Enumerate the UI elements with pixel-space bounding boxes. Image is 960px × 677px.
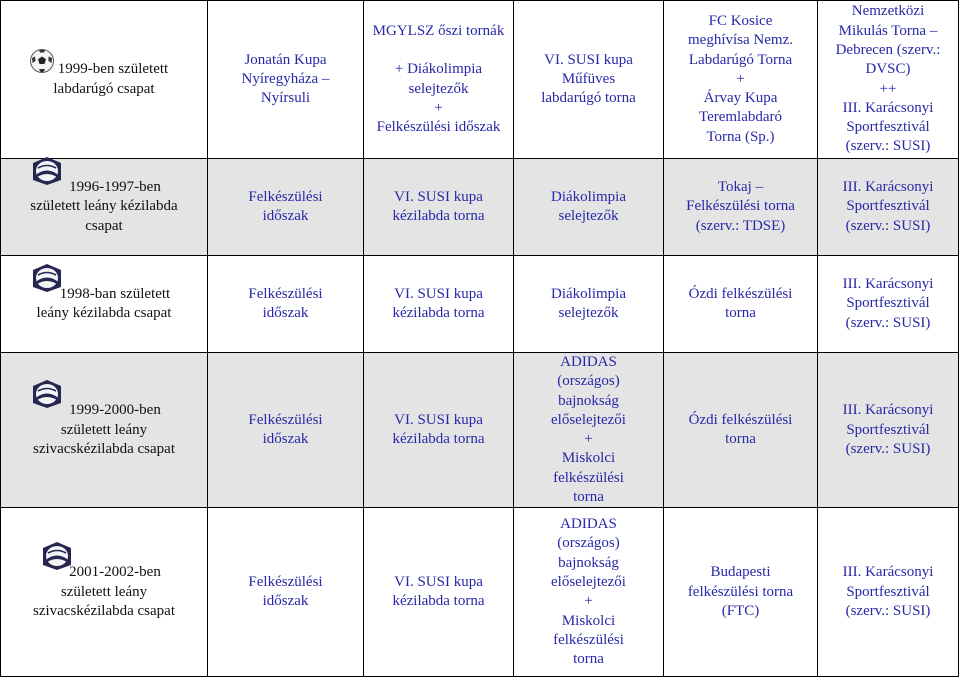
event-text-line: labdarúgó torna (541, 90, 636, 107)
event-text-line: (szerv.: TDSE) (695, 217, 786, 234)
event-cell (208, 256, 364, 353)
table-row (1, 353, 959, 508)
team-name-line: szivacskézilabda csapat (32, 440, 175, 457)
event-text-line: Miskolci (561, 612, 616, 629)
team-name-line: 1998-ban született (59, 285, 171, 302)
schedule-body (1, 1, 959, 677)
event-text-line: Sportfesztivál (846, 295, 930, 312)
event-text-line: + Diákolimpia (394, 61, 483, 78)
event-cell (514, 1, 664, 159)
event-cell (514, 159, 664, 256)
event-text-line: Jonatán Kupa (244, 51, 327, 68)
event-text-line: meghívísa Nemz. (688, 32, 793, 49)
event-text-line: + (736, 70, 745, 87)
event-cell (664, 353, 818, 508)
event-cell (818, 1, 959, 159)
event-text-line: Felkészülési (248, 285, 323, 302)
event-text-line: Felkészülési (248, 411, 323, 428)
event-text-line: időszak (262, 305, 309, 321)
event-text-line: felkészülési (553, 469, 624, 486)
soccer-ball-icon (29, 48, 55, 80)
event-text-line: III. Karácsonyi (842, 402, 934, 419)
team-label (4, 401, 204, 459)
event-text-line: Miskolci (561, 450, 616, 467)
handball-team-logo-icon (30, 156, 64, 192)
event-text-line: Árvay Kupa (703, 90, 778, 107)
event-text-line: III. Karácsonyi (842, 276, 934, 293)
event-text-line: torna (725, 305, 756, 321)
event-text-line: (szerv.: SUSI) (845, 314, 931, 331)
event-text-line: VI. SUSI kupa (394, 285, 483, 302)
event-text-line: III. Karácsonyi (842, 564, 934, 581)
event-text-line: kézilabda torna (392, 431, 485, 448)
table-row (1, 256, 959, 353)
event-text-line: + (434, 99, 443, 116)
team-label (4, 178, 204, 236)
event-text-line: időszak (262, 208, 309, 224)
event-text-line: III. Karácsonyi (842, 99, 934, 116)
event-text-line: kézilabda torna (392, 593, 485, 610)
event-cell (664, 508, 818, 677)
team-name-line: szivacskézilabda csapat (32, 603, 175, 620)
team-label (4, 563, 204, 621)
team-name-line: leány kézilabda csapat (36, 305, 172, 321)
event-text-line: időszak (262, 593, 309, 610)
event-text-line: Sportfesztivál (846, 421, 930, 438)
event-text-line: (szerv.: SUSI) (845, 217, 931, 234)
event-text-line: + (584, 431, 593, 448)
team-name-line: 1999-ben született (57, 61, 169, 78)
event-text-line: Nyírsuli (260, 90, 311, 107)
event-text-line: időszak (262, 431, 309, 448)
event-text-line: torna (573, 651, 604, 668)
event-text-line: Diákolimpia (551, 285, 626, 302)
event-text-line: (szerv.: SUSI) (845, 138, 931, 155)
event-text-line: felkészülési (553, 631, 624, 648)
event-cell (514, 508, 664, 677)
event-cell (364, 1, 514, 159)
team-name-line: született leány (60, 583, 148, 600)
team-name-cell (1, 508, 208, 677)
event-cell (208, 508, 364, 677)
event-cell (818, 159, 959, 256)
event-text-line: Ózdi felkészülési (688, 285, 793, 302)
event-text-line: VI. SUSI kupa (394, 574, 483, 591)
event-text-line: + (584, 593, 593, 610)
event-cell (208, 1, 364, 159)
event-text-line: selejtezők (558, 208, 619, 224)
team-name-line: 1996-1997-ben (69, 179, 161, 196)
event-text-line: Sportfesztivál (846, 119, 930, 136)
event-text-line: Műfüves (561, 70, 616, 87)
event-cell (208, 353, 364, 508)
handball-team-logo-icon (40, 541, 74, 577)
event-text-line: (FTC) (721, 603, 760, 620)
event-text-line: Felkészülési (248, 188, 323, 205)
team-name-line: született leány (60, 421, 148, 438)
event-text-line: Budapesti (710, 564, 771, 581)
event-text-line: VI. SUSI kupa (394, 188, 483, 205)
event-text-line: Nemzetközi (851, 3, 925, 20)
event-text-line: ADIDAS (560, 354, 617, 370)
event-text-line: III. Karácsonyi (842, 179, 934, 196)
team-name-cell (1, 353, 208, 508)
event-text-line: Labdarúgó Torna (688, 51, 793, 68)
event-text-line: ADIDAS (560, 516, 617, 533)
team-name-line: született leány kézilabda (30, 198, 178, 215)
event-cell (514, 256, 664, 353)
event-text-line: előselejtezői (551, 574, 626, 591)
event-cell (818, 353, 959, 508)
team-label (4, 285, 204, 324)
handball-team-logo-icon (30, 379, 64, 415)
event-text-line (367, 41, 510, 60)
table-row (1, 159, 959, 256)
event-text-line: Diákolimpia (551, 188, 626, 205)
event-cell (364, 353, 514, 508)
event-text-line: Debrecen (szerv.: (835, 41, 941, 58)
event-cell (364, 256, 514, 353)
event-text-line: torna (725, 431, 756, 448)
event-cell (818, 256, 959, 353)
event-text-line: (országos) (557, 535, 620, 552)
event-text-line: (országos) (557, 373, 620, 390)
table-row (1, 1, 959, 159)
event-text-line: VI. SUSI kupa (394, 411, 483, 428)
event-text-line: (szerv.: SUSI) (845, 603, 931, 620)
team-name-line: csapat (85, 217, 123, 234)
team-name-line: labdarúgó csapat (53, 80, 155, 97)
team-name-line: 1999-2000-ben (69, 402, 161, 419)
event-cell (664, 256, 818, 353)
event-text-line: selejtezők (558, 305, 619, 321)
team-name-line: 2001-2002-ben (69, 564, 161, 581)
event-text-line: kézilabda torna (392, 305, 485, 321)
event-text-line: MGYLSZ őszi tornák (372, 22, 505, 39)
event-text-line: Sportfesztivál (846, 198, 930, 215)
event-text-line: Teremlabdaró (698, 109, 783, 126)
event-cell (364, 508, 514, 677)
event-cell (664, 1, 818, 159)
event-cell (364, 159, 514, 256)
handball-team-logo-icon (30, 263, 64, 299)
event-text-line: Nyíregyháza – (241, 70, 330, 87)
team-name-cell (1, 159, 208, 256)
event-text-line: (szerv.: SUSI) (845, 440, 931, 457)
event-cell (208, 159, 364, 256)
event-text-line: felkészülési torna (687, 583, 794, 600)
event-text-line: Sportfesztivál (846, 583, 930, 600)
event-cell (514, 353, 664, 508)
event-text-line: előselejtezői (551, 411, 626, 428)
event-text-line: selejtezők (408, 80, 469, 97)
team-label (4, 60, 204, 99)
event-text-line: Mikulás Torna – (838, 22, 938, 39)
team-name-cell (1, 1, 208, 159)
event-text-line: kézilabda torna (392, 208, 485, 224)
event-cell (664, 159, 818, 256)
event-text-line: torna (573, 489, 604, 506)
event-text-line: DVSC) (865, 61, 911, 78)
event-text-line: VI. SUSI kupa (544, 51, 633, 68)
event-text-line: bajnokság (558, 554, 619, 571)
event-text-line: Tokaj – (717, 179, 764, 196)
event-cell (818, 508, 959, 677)
table-row (1, 508, 959, 677)
event-text-line: Ózdi felkészülési (688, 411, 793, 428)
event-text-line: Felkészülési (248, 574, 323, 591)
event-text-line: FC Kosice (708, 12, 773, 29)
event-text-line: bajnokság (558, 392, 619, 409)
event-text-line: Felkészülési torna (686, 198, 795, 215)
event-text-line: Felkészülési időszak (376, 119, 501, 136)
team-name-cell (1, 256, 208, 353)
event-text-line: ++ (879, 80, 897, 97)
event-text-line: Torna (Sp.) (706, 128, 775, 145)
